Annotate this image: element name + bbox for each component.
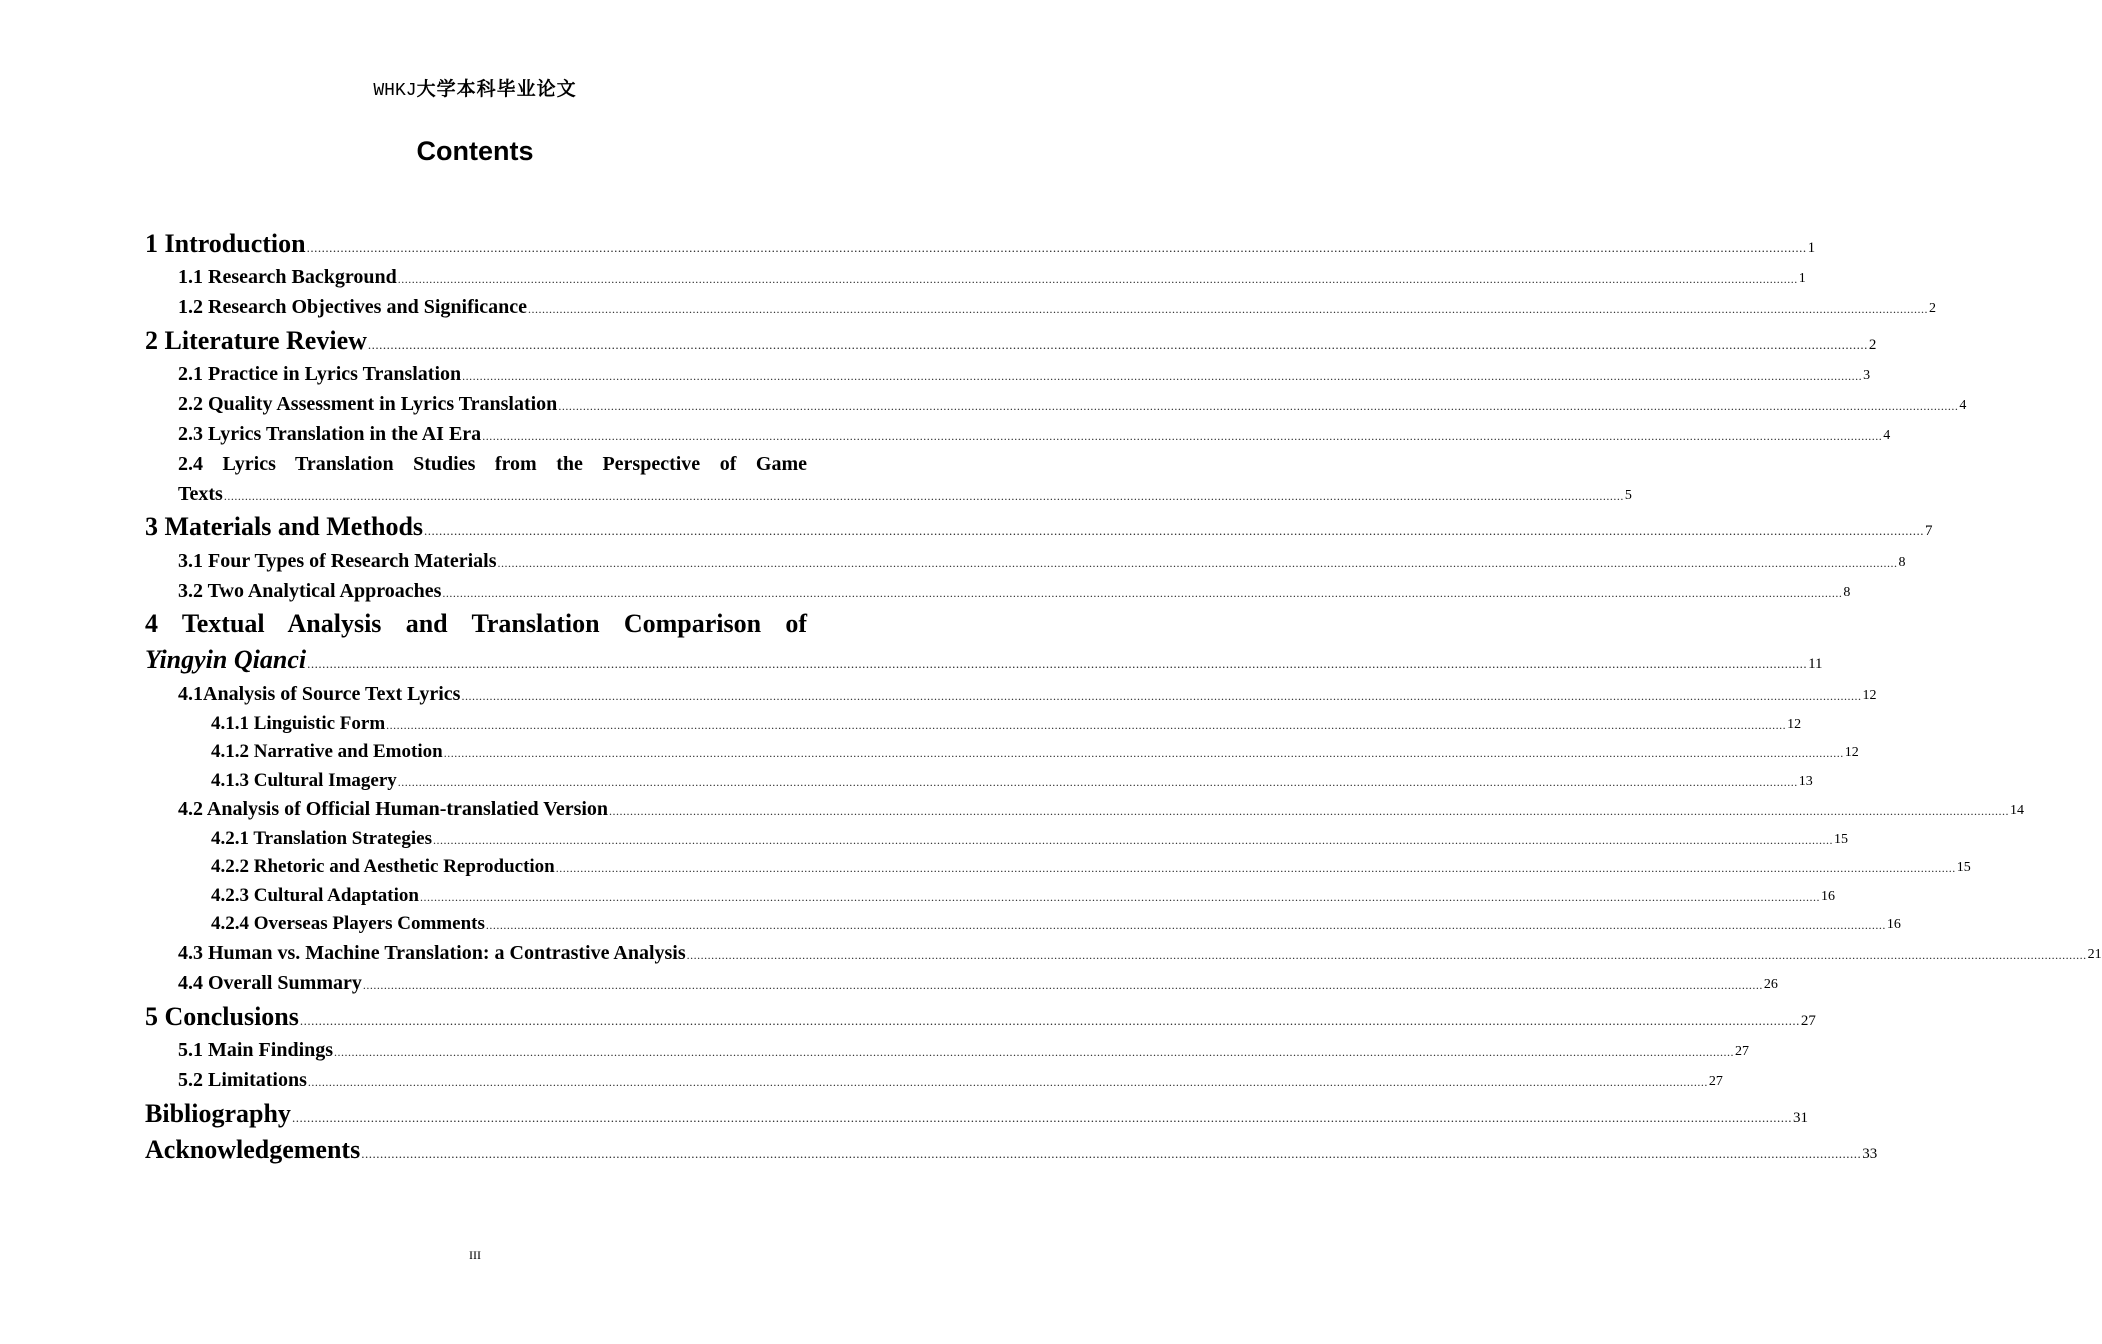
toc-leader: ................................................................................................................................................................................................................................................................................................................................................................................................................ <box>497 556 1898 570</box>
toc-leader: ................................................................................................................................................................................................................................................................................................................................................................................................................ <box>334 1045 1735 1059</box>
toc-entry-title: 4.1.2 Narrative and Emotion <box>211 741 443 762</box>
toc-leader: ................................................................................................................................................................................................................................................................................................................................................................................................................ <box>299 1013 1800 1028</box>
toc-entry-title: 4.2.3 Cultural Adaptation <box>211 885 419 906</box>
page-title: Contents <box>416 136 534 166</box>
toc-leader: ................................................................................................................................................................................................................................................................................................................................................................................................................ <box>462 369 1863 383</box>
toc-page-number: 1 <box>1798 271 1806 286</box>
toc-page-number: 27 <box>1800 1013 1816 1029</box>
toc-leader: ................................................................................................................................................................................................................................................................................................................................................................................................................ <box>367 337 1868 352</box>
toc-leader: ................................................................................................................................................................................................................................................................................................................................................................................................................ <box>482 429 1883 443</box>
toc-entry-title: 2.3 Lyrics Translation in the AI Era <box>178 423 482 445</box>
toc-entry-title: 4.2 Analysis of Official Human-translatied Version <box>178 798 609 820</box>
toc-entry-title: 3 Materials and Methods <box>145 512 424 541</box>
toc-leader: ................................................................................................................................................................................................................................................................................................................................................................................................................ <box>485 918 1886 932</box>
toc-leader: ................................................................................................................................................................................................................................................................................................................................................................................................................ <box>528 302 1929 316</box>
toc-page-number: 3 <box>1863 368 1871 383</box>
toc-leader: ................................................................................................................................................................................................................................................................................................................................................................................................................ <box>442 586 1843 600</box>
toc-entry-rhetoric-aesthetic[interactable] <box>211 856 1971 878</box>
toc-leader: ................................................................................................................................................................................................................................................................................................................................................................................................................ <box>609 804 2010 818</box>
toc-leader: ................................................................................................................................................................................................................................................................................................................................................................................................................ <box>361 1146 1862 1161</box>
toc-entry-ai-era[interactable] <box>178 423 1891 446</box>
toc-entry-title: 2.1 Practice in Lyrics Translation <box>178 363 462 385</box>
toc-leader: ................................................................................................................................................................................................................................................................................................................................................................................................................ <box>424 523 1925 538</box>
toc-page-number: 16 <box>1820 889 1835 904</box>
toc-page-number: 14 <box>2010 803 2025 818</box>
toc-page-number: 11 <box>1808 656 1823 672</box>
toc-page-number: 26 <box>1763 977 1778 992</box>
toc-entry-title: Yingyin Qianci <box>145 645 307 674</box>
toc-entry-textual-analysis-line1[interactable]: 4 Textual Analysis and Translation Comparison of <box>145 609 807 638</box>
toc-page-number: 31 <box>1792 1110 1808 1126</box>
toc-entry-conclusions[interactable] <box>145 1002 1816 1032</box>
toc-leader: ................................................................................................................................................................................................................................................................................................................................................................................................................ <box>555 861 1956 875</box>
toc-page-number: 21 <box>2087 947 2102 962</box>
toc-entry-players-comments[interactable] <box>211 913 1901 935</box>
toc-entry-quality-assessment[interactable] <box>178 393 1967 416</box>
toc-leader: ................................................................................................................................................................................................................................................................................................................................................................................................................ <box>307 1075 1708 1089</box>
header-latin: WHKJ <box>373 81 417 101</box>
toc-entry-title: 4.1.3 Cultural Imagery <box>211 770 397 791</box>
toc-entry-title: 3.2 Two Analytical Approaches <box>178 580 442 602</box>
toc-page-number: 2 <box>1868 337 1877 353</box>
toc-entry-title: 4.1Analysis of Source Text Lyrics <box>178 683 461 705</box>
toc-entry-limitations[interactable] <box>178 1069 1723 1092</box>
toc-entry-title: 4.3 Human vs. Machine Translation: a Contrastive Analysis <box>178 942 686 964</box>
toc-page-number: 8 <box>1898 555 1906 570</box>
toc-leader: ................................................................................................................................................................................................................................................................................................................................................................................................................ <box>397 272 1798 286</box>
toc-entry-human-vs-machine[interactable] <box>178 942 2102 965</box>
toc-leader: ................................................................................................................................................................................................................................................................................................................................................................................................................ <box>291 1110 1792 1125</box>
toc-entry-title: 1.2 Research Objectives and Significance <box>178 296 528 318</box>
toc-entry-bibliography[interactable] <box>145 1099 1808 1129</box>
toc-page-number: 27 <box>1735 1044 1750 1059</box>
toc-leader: ................................................................................................................................................................................................................................................................................................................................................................................................................ <box>443 746 1844 760</box>
toc-entry-source-text[interactable] <box>178 683 1877 706</box>
toc-entry-title: 4.4 Overall Summary <box>178 972 362 994</box>
toc-leader: ................................................................................................................................................................................................................................................................................................................................................................................................................ <box>686 948 2087 962</box>
toc-page-number: 12 <box>1844 745 1859 760</box>
toc-leader: ................................................................................................................................................................................................................................................................................................................................................................................................................ <box>307 656 1808 671</box>
toc-entry-title: Bibliography <box>145 1099 291 1128</box>
toc-entry-overall-summary[interactable] <box>178 972 1778 995</box>
toc-entry-title: 5.1 Main Findings <box>178 1039 334 1061</box>
toc-entry-title: 2.2 Quality Assessment in Lyrics Translation <box>178 393 558 415</box>
toc-entry-practice-lyrics[interactable] <box>178 363 1871 386</box>
toc-page-number: 15 <box>1956 860 1971 875</box>
toc-entry-title: Texts <box>178 483 223 505</box>
toc-entry-linguistic-form[interactable] <box>211 713 1802 735</box>
toc-entry-research-background[interactable] <box>178 266 1806 289</box>
toc-entry-cultural-adaptation[interactable] <box>211 885 1835 907</box>
toc-page-number: 16 <box>1886 917 1901 932</box>
toc-page-number: 4 <box>1959 398 1967 413</box>
toc-leader: ................................................................................................................................................................................................................................................................................................................................................................................................................ <box>558 399 1959 413</box>
toc-entry-acknowledgements[interactable] <box>145 1135 1878 1165</box>
toc-entry-main-findings[interactable] <box>178 1039 1750 1062</box>
toc-entry-title: 1 Introduction <box>145 229 306 258</box>
toc-entry-literature-review[interactable] <box>145 326 1877 356</box>
toc-page-number: 5 <box>1624 488 1632 503</box>
toc-leader: ................................................................................................................................................................................................................................................................................................................................................................................................................ <box>432 833 1833 847</box>
toc-page-number: 27 <box>1708 1074 1723 1089</box>
toc-entry-game-texts-line1[interactable]: 2.4 Lyrics Translation Studies from the Perspective of Game <box>178 453 807 475</box>
toc-entry-title: 4.2.2 Rhetoric and Aesthetic Reproduction <box>211 856 555 877</box>
toc-entry-research-objectives[interactable] <box>178 296 1937 319</box>
toc-entry-narrative-emotion[interactable] <box>211 741 1859 763</box>
toc-entry-title: 2 Literature Review <box>145 326 367 355</box>
toc-leader: ................................................................................................................................................................................................................................................................................................................................................................................................................ <box>461 689 1862 703</box>
toc-leader: ................................................................................................................................................................................................................................................................................................................................................................................................................ <box>223 489 1624 503</box>
toc-page-number: 7 <box>1925 523 1933 539</box>
toc-page-number: 12 <box>1862 688 1877 703</box>
toc-entry-title: Acknowledgements <box>145 1135 361 1164</box>
toc-entry-title: 3.1 Four Types of Research Materials <box>178 550 497 572</box>
toc-entry-cultural-imagery[interactable] <box>211 770 1813 792</box>
toc-entry-title: 1.1 Research Background <box>178 266 397 288</box>
toc-entry-game-texts[interactable] <box>178 483 1632 506</box>
toc-page-number: 8 <box>1843 585 1851 600</box>
toc-page-number: 1 <box>1807 240 1816 256</box>
header-cjk: 大学本科毕业论文 <box>416 78 577 100</box>
toc-entry-materials-methods[interactable] <box>145 512 1933 542</box>
toc-entry-two-approaches[interactable] <box>178 580 1851 603</box>
toc-entry-title: 5.2 Limitations <box>178 1069 307 1091</box>
toc-entry-four-types[interactable] <box>178 550 1906 573</box>
toc-entry-translation-strategies[interactable] <box>211 828 1848 850</box>
toc-leader: ................................................................................................................................................................................................................................................................................................................................................................................................................ <box>306 240 1807 255</box>
toc-page-number: 13 <box>1798 774 1813 789</box>
toc-page-number: 4 <box>1883 428 1891 443</box>
toc-leader: ................................................................................................................................................................................................................................................................................................................................................................................................................ <box>386 718 1787 732</box>
toc-leader: ................................................................................................................................................................................................................................................................................................................................................................................................................ <box>362 978 1763 992</box>
toc-leader: ................................................................................................................................................................................................................................................................................................................................................................................................................ <box>397 775 1798 789</box>
toc-page-number: 2 <box>1929 301 1937 316</box>
toc-page-number: 15 <box>1833 832 1848 847</box>
toc-entry-title: 4.2.1 Translation Strategies <box>211 828 432 849</box>
toc-entry-introduction[interactable] <box>145 229 1816 259</box>
toc-entry-title: 5 Conclusions <box>145 1002 299 1031</box>
toc-leader: ................................................................................................................................................................................................................................................................................................................................................................................................................ <box>419 890 1820 904</box>
toc-entry-title: 4.2.4 Overseas Players Comments <box>211 913 485 934</box>
toc-page-number: 12 <box>1787 717 1802 732</box>
toc-entry-title: 4.1.1 Linguistic Form <box>211 713 386 734</box>
page-number: III <box>469 1248 481 1262</box>
toc-entry-textual-analysis[interactable] <box>145 645 1823 675</box>
toc-entry-official-version[interactable] <box>178 798 2025 821</box>
toc-page-number: 33 <box>1862 1146 1878 1162</box>
